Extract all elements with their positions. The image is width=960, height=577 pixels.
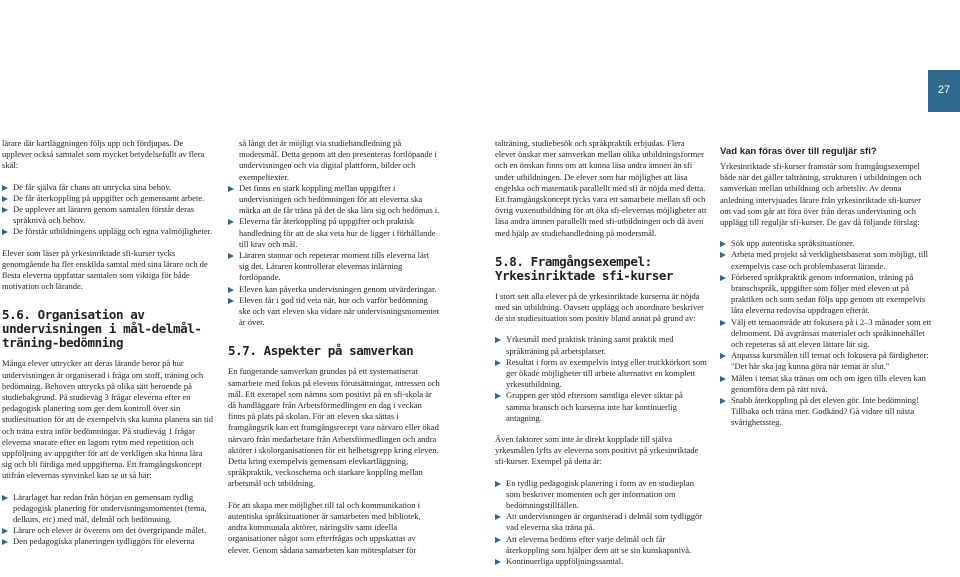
list-item: Anpassa kursmålen till temat och fokusera på färdigheter: "Det här ska jag kunna göra när temat är slut." [720,350,932,372]
list-item: Resultat i form av exempelvis intyg eller truckkörkort som ger ökade möjligheter till arbete alternativt en komplett yrkesutbildning. [495,357,707,391]
list-item: Förbered språkpraktik genom information, träning på branschspråk, uppgifter som följer med eleven ut på praktiken och som sedan följs upp genom att exempelvis låta eleverna redovisa uppdragen efteråt. [720,272,932,317]
list-item: De upplever att läraren genom samtalen förstår deras språknivå och behov. [2,204,214,226]
list-item: Lärare och elever är överens om det övergripande målet. [2,525,214,536]
subsection-heading: Vad kan föras över till reguljär sfi? [720,146,877,157]
list-item: Arbeta med projekt så verklighetsbaserat som möjligt, till exempelvis case och problembaserat lärande. [720,249,932,271]
list-item: Det finns en stark koppling mellan uppgifter i undervisningen och bedömningen för att eleverna ska märka att de får träna på det de ska lära sig och bedömas i. [228,183,440,217]
list-item: Eleven kan påverka undervisningen genom utvärderingar. [228,284,440,295]
list-item: Målen i temat ska tränas om och om igen tills eleven kan genomföra dem på rätt nivå. [720,373,932,395]
paragraph: Många elever uttrycker att deras lärande beror på hur undervisningen är organiserad i fråga om stoff, träning och bedömning. Behoven uttrycks på olika sätt beroende på studiebakgrund. På studieväg 3 frågar eleverna efter en pedagogisk planering som ger dem kontroll över sin studiesituation för att de exempelvis ska kunna planera sin tid och träna extra inför bedömningar. På studieväg 1 frågar eleverna snarare efter en lagom rytm med repetition och uppföljning av uppgifter för att de verkligen ska hinna lära sig och bli färdiga med uppgifterna. Ett framgångskoncept utifrån elevernas synvinkel kan se ut så här: [2,358,214,481]
section-heading: 5.6. Organisation av undervisningen i mål-delmål-träning-bedömning [2,307,202,351]
bullet-list [720,238,932,428]
list-item: Snabb återkoppling på det eleven gör. Inte bedömning! Tillbaka och träna mer. Godkänd? Gå vidare till nästa svårighetssteg. [720,395,932,429]
list-item: Eleverna får återkoppling på uppgifter och praktisk handledning för att de ska veta hur de ligger i förhållande till krav och mål. [228,216,440,250]
column-3 [495,138,707,577]
column-4 [720,146,932,439]
list-item: De får själva får chans att uttrycka sina behov. [2,182,214,193]
list-item: De förstår utbildningens upplägg och egna valmöjligheter. [2,226,214,237]
list-item: Den pedagogiska planeringen tydliggörs för eleverna [2,536,214,547]
list-item: Sök upp autentiska språksituationer. [720,238,932,249]
list-item: Eleven får i god tid veta när, hur och varför bedömning ske och vart eleven ska vidare när undervisningsmomentet är över. [228,295,440,329]
paragraph: En fungerande samverkan grundas på ett systematiserat samarbete med fokus på elevens förutsättningar, intressen och mål. Ett exempel som nämns som positivt på en sfi-skola är då handläggare från Arbetsförmedlingen en dag i veckan finns på plats på skolan. För att eleven ska sättas i framgångsrik kan ett framgångsrecept vara närvaro eller ökad närvaro från medarbetare från Arbetsförmedlingen och andra aktörer i skolorganisationen för ett helhetsgrepp kring eleven. Detta kring exempelvis gemensam elevkartläggning, språkpraktik, veckoschema och starkare koppling mellan arbetsmål och utbildning. [228,366,440,489]
column-1 [2,138,214,558]
bullet-list [2,492,214,548]
bullet-list [495,478,707,568]
bullet-list [228,138,440,328]
paragraph: talträning, studiebesök och språkpraktik erbjudas. Flera elever önskar mer samverkan mellan olika utbildningsformer och en önskan finns om att kunna läsa andra ämnen än sfi under utbildningen. De elever som har möjlighet att läsa engelska och matematik parallellt med sfi är nöjda med detta. Ett framgångskoncept tycks vara ett samarbete mellan sfi och övrig vuxenutbildning för att öka sfi-elevernas möjligheter att läsa andra ämnen parallellt med sfi-utbildningen och då även med hjälp av studiehandledning på modersmål. [495,138,707,238]
paragraph: Yrkesinriktade sfi-kurser framstår som framgångsexempel både när det gäller talträning, strukturen i utbildningen och samverkan mellan utbildning och arbetsliv. Av denna anledning intervjuades lärare från yrkesinriktade sfi-kurser om vad som går att föra över från deras undervisning och upplägg till reguljär sfi-kurser. De gav då följande förslag: [720,161,922,228]
page-number: 27 [937,84,951,96]
list-item: Välj ett temaområde att fokusera på i 2–3 månader som ett delmoment. Då avgränsas materialet och språkinnehållet och repeteras så att eleven lättare lär sig. [720,317,932,351]
list-item: Läraren stannar och repeterar moment tills eleverna lärt sig det. Läraren kontrollerar elevernas inlärning fortlöpande. [228,250,440,284]
list-item: Att eleverna bedöms efter varje delmål och får återkoppling som hjälper dem att se sin kunskapsnivå. [495,534,707,556]
list-item: Kontinuerliga uppföljningssamtal. [495,556,707,567]
column-2 [228,138,440,566]
bullet-list [495,334,707,424]
paragraph: För att skapa mer möjlighet till tal och kommunikation i autentiska språksituationer är samarbeten med bibliotek, andra kommunala aktörer, näringsliv samt ideella organisationer något som efterfrågas och uppskattas av elever. Genom sådana samarbeten kan mötesplatser för [228,499,421,555]
list-item: Att undervisningen är organiserad i delmål som tydliggör vad eleverna ska träna på. [495,511,707,533]
paragraph: Elever som läser på yrkesinriktade sfi-kurser tycks genomgående ha fler enskilda samtal med sina lärare och de flesta eleverna uppfattar samtalen som viktiga för både motivation och lärande. [2,247,208,292]
bullet-list [2,182,214,238]
page-number-tab [928,70,960,112]
list-item-continued: så långt det är möjligt via studiehandledning på modersmål. Detta genom att den presenteras fortlöpande i undervisningen och via digital plattform, bilder och exempeltexter. [239,138,437,182]
paragraph: Även faktorer som inte är direkt kopplade till själva yrkesmålen lyfts av eleverna som positivt på yrkesinriktade sfi-kurser. Exempel på detta är: [495,434,699,467]
list-item: En tydlig pedagogisk planering i form av en studieplan som beskriver momenten och ger information om bedömningstillfällen. [495,478,707,512]
list-item: De får återkoppling på uppgifter och gemensamt arbete. [2,193,214,204]
paragraph: lärare där kartläggningen följs upp och fördjupas. De upplever också samtalet som mycket betydelsefullt av flera skäl: [2,138,205,171]
paragraph: I stort sett alla elever på de yrkesinriktade kurserna är nöjda med sin utbildning. Oavsett upplägg och anordnare beskriver de sin studiesituation som positiv bland annat på grund av: [495,290,704,324]
list-item: Lärarlaget har redan från början en gemensam tydlig pedagogisk planering för undervisningsmomentet (tema, delkurs, etc) med mål, delmål och bedömning. [2,492,214,526]
section-heading: 5.7. Aspekter på samverkan [228,343,414,359]
section-heading: 5.8. Framgångsexempel: Yrkesinriktade sfi-kurser [495,253,674,283]
list-item: Gruppen ger stöd eftersom samtliga elever siktar på samma bransch och kurserna inte har kontinuerlig antagning. [495,390,707,424]
list-item: Yrkesmål med praktisk träning samt praktik med språkträning på arbetsplatser. [495,334,707,356]
